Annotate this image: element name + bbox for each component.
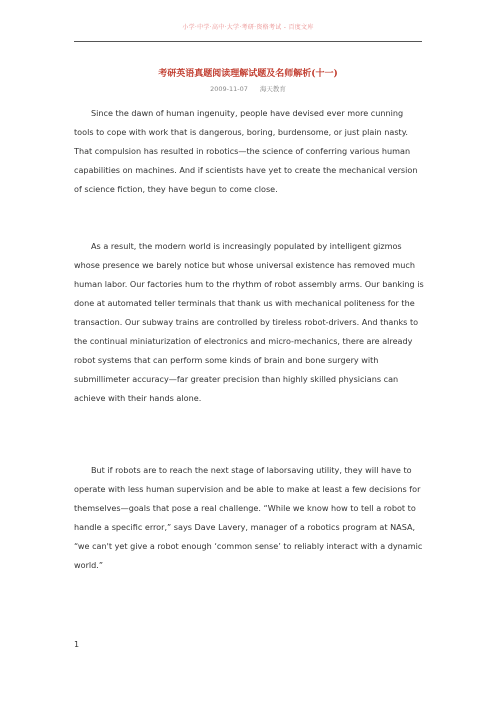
header-rule <box>74 41 422 42</box>
page-number: 1 <box>74 640 80 649</box>
article-date: 2009-11-07 <box>210 85 248 93</box>
article-source: 海天教育 <box>259 85 286 93</box>
paragraph-1: Since the dawn of human ingenuity, people have devised ever more cunning tools to cope with work that is dangerous, boring, burdensome, or just plain nasty. That compulsion has resulted in robotics—the science of conferring various human capabilities on machines. And if scientists have yet to create the mechanical version of science fiction, they have begun to come close. <box>74 108 418 194</box>
article-title: 考研英语真题阅读理解试题及名师解析(十一) <box>158 69 338 79</box>
paragraph-2: As a result, the modern world is increasingly populated by intelligent gizmos whose presence we barely notice but whose universal existence has removed much human labor. Our factories hum to the rhythm of robot assembly arms. Our banking is done at automated teller terminals that thank us with mechanical politeness for the transaction. Our subway trains are controlled by tireless robot-drivers. And thanks to the continual miniaturization of electronics and micro-mechanics, there are already robot systems that can perform some kinds of brain and bone surgery with submillimeter accuracy—far greater precision than highly skilled physicians can achieve with their hands alone. <box>74 241 424 403</box>
article-meta <box>0 84 496 93</box>
watermark-header: 小学·中学·高中·大学·考研·资格考试 - 百度文库 <box>182 24 314 31</box>
paragraph-3: But if robots are to reach the next stage of laborsaving utility, they will have to operate with less human supervision and be able to make at least a few decisions for themselves—goals that pose a real challenge. “While we know how to tell a robot to handle a specific error,” says Dave Lavery, manager of a robotics program at NASA, “we can't yet give a robot enough ‘common sense’ to reliably interact with a dynamic world.” <box>74 465 423 570</box>
